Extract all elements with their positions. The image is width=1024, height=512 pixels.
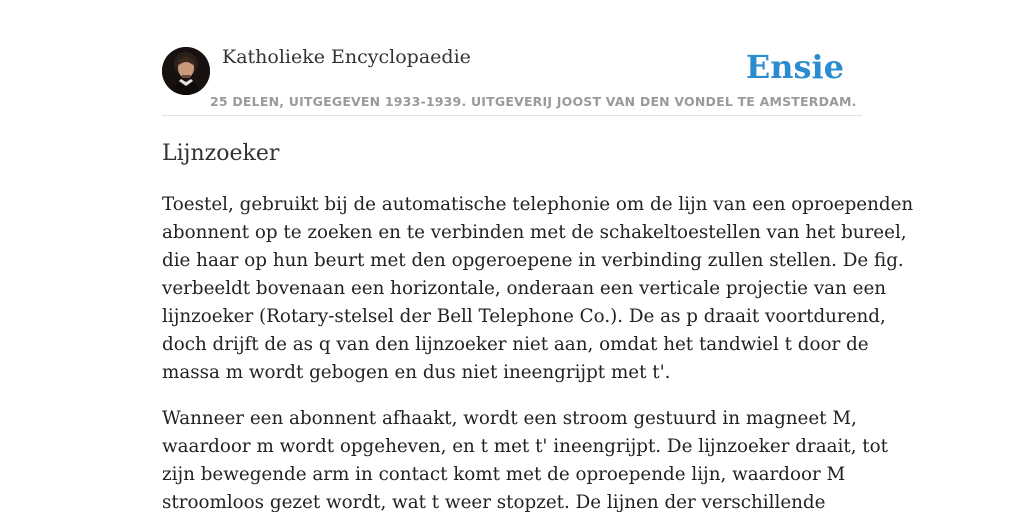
source-subtitle: 25 DELEN, UITGEGEVEN 1933-1939. UITGEVERIJ JOOST VAN DEN VONDEL TE AMSTERDAM. [210,94,857,109]
paragraph-line: zijn bewegende arm in contact komt met de oproepende lijn, waardoor M [162,464,846,485]
source-header [162,44,862,116]
paragraph-line: waardoor m wordt opgeheven, en t met t' ineengrijpt. De lijnzoeker draait, tot [162,436,889,457]
paragraph-line: abonnent op te zoeken en te verbinden met de schakeltoestellen van het bureel, [162,222,907,243]
portrait-avatar-icon[interactable] [162,47,210,95]
article-title: Lijnzoeker [162,141,280,166]
article-paragraph [162,191,914,387]
paragraph-line: lijnzoeker (Rotary-stelsel der Bell Telephone Co.). De as p draait voortdurend, [162,306,886,327]
source-title[interactable]: Katholieke Encyclopaedie [222,46,471,68]
article-paragraph [162,405,889,512]
paragraph-line: Toestel, gebruikt bij de automatische telephonie om de lijn van een oproependen [162,194,914,215]
article [162,138,914,512]
paragraph-line: massa m wordt gebogen en dus niet ineengrijpt met t'. [162,362,671,383]
paragraph-line: die haar op hun beurt met den opgeroepene in verbinding zullen stellen. De fig. [162,250,904,271]
brand-logo-link[interactable]: Ensie [745,48,844,86]
paragraph-line: verbeeldt bovenaan een horizontale, onderaan een verticale projectie van een [162,278,887,299]
paragraph-line: doch drijft de as q van den lijnzoeker niet aan, omdat het tandwiel t door de [162,334,869,355]
paragraph-line: Wanneer een abonnent afhaakt, wordt een stroom gestuurd in magneet M, [162,408,857,429]
paragraph-line: stroomloos gezet wordt, wat t weer stopzet. De lijnen der verschillende [162,492,826,512]
